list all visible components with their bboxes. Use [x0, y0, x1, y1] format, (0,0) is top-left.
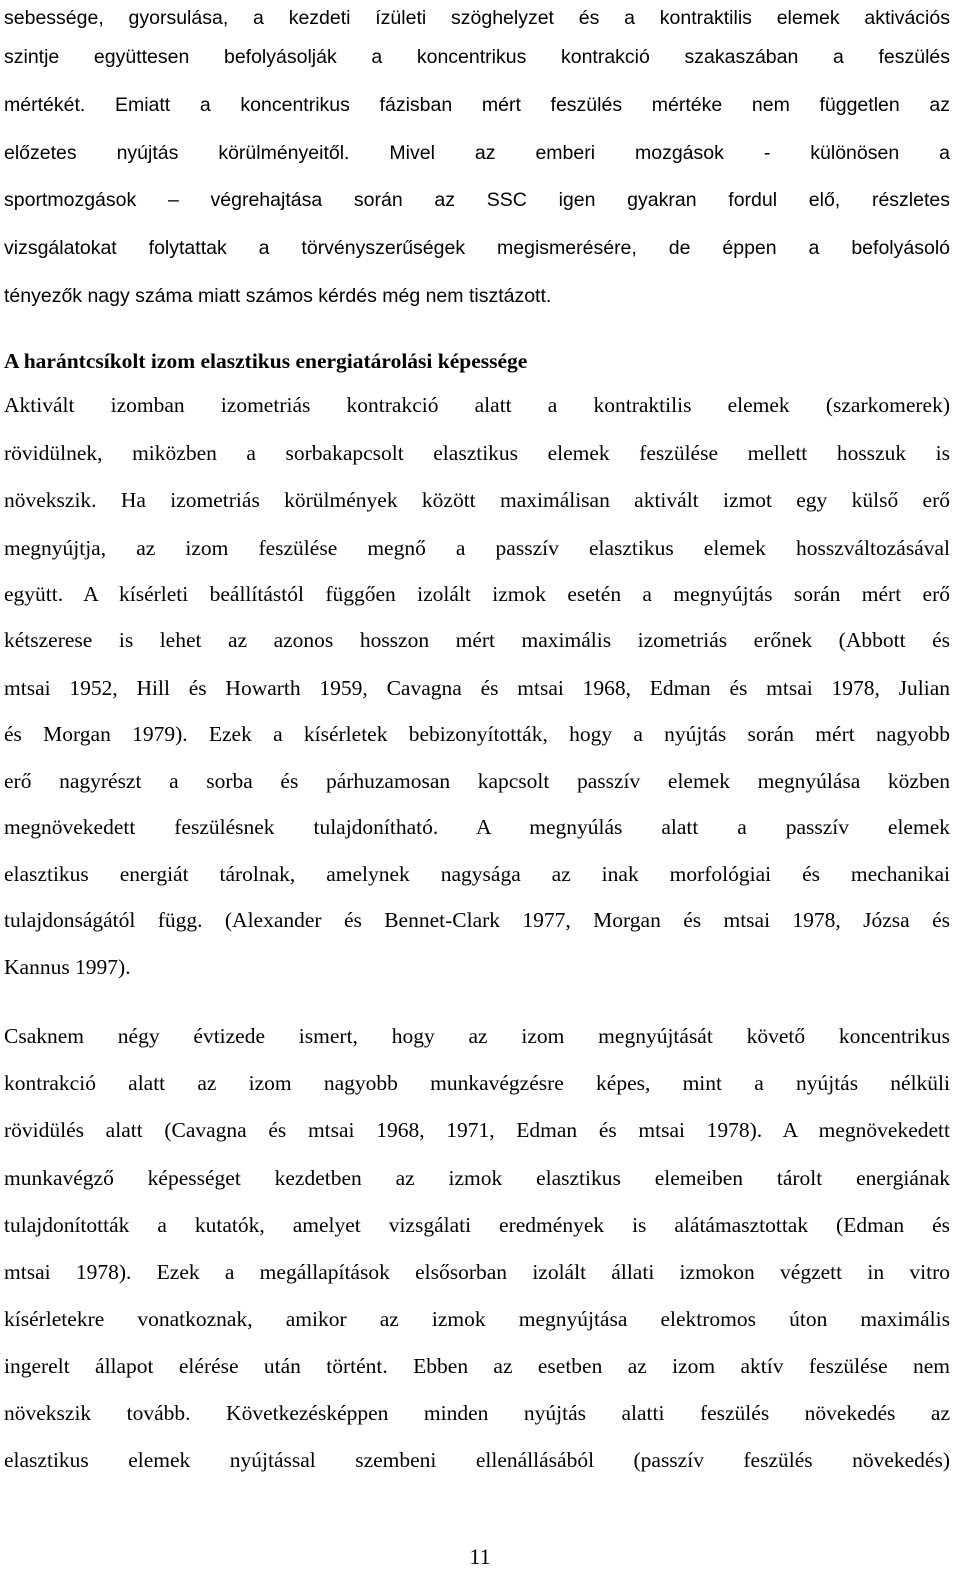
page-number: 11 — [469, 1544, 491, 1569]
paragraph-line: elasztikus energiát tárolnak, amelynek nagysága az inak morfológiai és mechanikai — [4, 862, 950, 886]
paragraph-line: tulajdonságától függ. (Alexander és Bennet-Clark 1977, Morgan és mtsai 1978, Józsa és — [4, 908, 950, 932]
intro-line: sebessége, gyorsulása, a kezdeti ízületi szöghelyzet és a kontraktilis elemek aktivációs — [4, 7, 950, 29]
paragraph-line: Aktivált izomban izometriás kontrakció alatt a kontraktilis elemek (szarkomerek) — [4, 393, 950, 417]
paragraph-line: Kannus 1997). — [4, 955, 131, 979]
paragraph-line: rövidülnek, miközben a sorbakapcsolt elasztikus elemek feszülése mellett hosszuk is — [4, 441, 950, 465]
paragraph-line: megnövekedett feszülésnek tulajdonítható. A megnyúlás alatt a passzív elemek — [4, 815, 950, 839]
intro-line: előzetes nyújtás körülményeitől. Mivel az emberi mozgások - különösen a — [4, 142, 950, 164]
paragraph-line: elasztikus elemek nyújtással szembeni ellenállásából (passzív feszülés növekedés) — [4, 1448, 950, 1472]
intro-line: vizsgálatokat folytattak a törvényszerűségek megismerésére, de éppen a befolyásoló — [4, 237, 950, 259]
intro-line: szintje együttesen befolyásolják a koncentrikus kontrakció szakaszában a feszülés — [4, 46, 950, 68]
paragraph-line: tulajdonították a kutatók, amelyet vizsgálati eredmények is alátámasztottak (Edman és — [4, 1213, 950, 1237]
paragraph-line: rövidülés alatt (Cavagna és mtsai 1968, 1971, Edman és mtsai 1978). A megnövekedett — [4, 1118, 950, 1142]
paragraph-line: kétszerese is lehet az azonos hosszon mért maximális izometriás erőnek (Abbott és — [4, 628, 950, 652]
paragraph-line: megnyújtja, az izom feszülése megnő a passzív elasztikus elemek hosszváltozásával — [4, 536, 950, 560]
paragraph-line: és Morgan 1979). Ezek a kísérletek bebizonyították, hogy a nyújtás során mért nagyobb — [4, 722, 950, 746]
paragraph-line: mtsai 1952, Hill és Howarth 1959, Cavagna és mtsai 1968, Edman és mtsai 1978, Julian — [4, 676, 950, 700]
paragraph-line: növekszik tovább. Következésképpen minden nyújtás alatti feszülés növekedés az — [4, 1401, 950, 1425]
paragraph-line: együtt. A kísérleti beállítástól függően izolált izmok esetén a megnyújtás során mért erő — [4, 582, 950, 606]
section-heading: A harántcsíkolt izom elasztikus energiatárolási képessége — [4, 349, 528, 373]
paragraph-line: mtsai 1978). Ezek a megállapítások elsősorban izolált állati izmokon végzett in vitro — [4, 1260, 950, 1284]
paragraph-line: munkavégző képességet kezdetben az izmok elasztikus elemeiben tárolt energiának — [4, 1166, 950, 1190]
intro-line: tényezők nagy száma miatt számos kérdés még nem tisztázott. — [4, 285, 552, 307]
paragraph-line: ingerelt állapot elérése után történt. Ebben az esetben az izom aktív feszülése nem — [4, 1354, 950, 1378]
paragraph-line: növekszik. Ha izometriás körülmények között maximálisan aktivált izmot egy külső erő — [4, 488, 950, 512]
intro-line: mértékét. Emiatt a koncentrikus fázisban mért feszülés mértéke nem független az — [4, 94, 950, 116]
paragraph-line: kontrakció alatt az izom nagyobb munkavégzésre képes, mint a nyújtás nélküli — [4, 1071, 950, 1095]
paragraph-line: kísérletekre vonatkoznak, amikor az izmok megnyújtása elektromos úton maximális — [4, 1307, 950, 1331]
paragraph-line: erő nagyrészt a sorba és párhuzamosan kapcsolt passzív elemek megnyúlása közben — [4, 769, 950, 793]
intro-line: sportmozgások – végrehajtása során az SSC igen gyakran fordul elő, részletes — [4, 189, 950, 211]
paragraph-line: Csaknem négy évtizede ismert, hogy az izom megnyújtását követő koncentrikus — [4, 1024, 950, 1048]
